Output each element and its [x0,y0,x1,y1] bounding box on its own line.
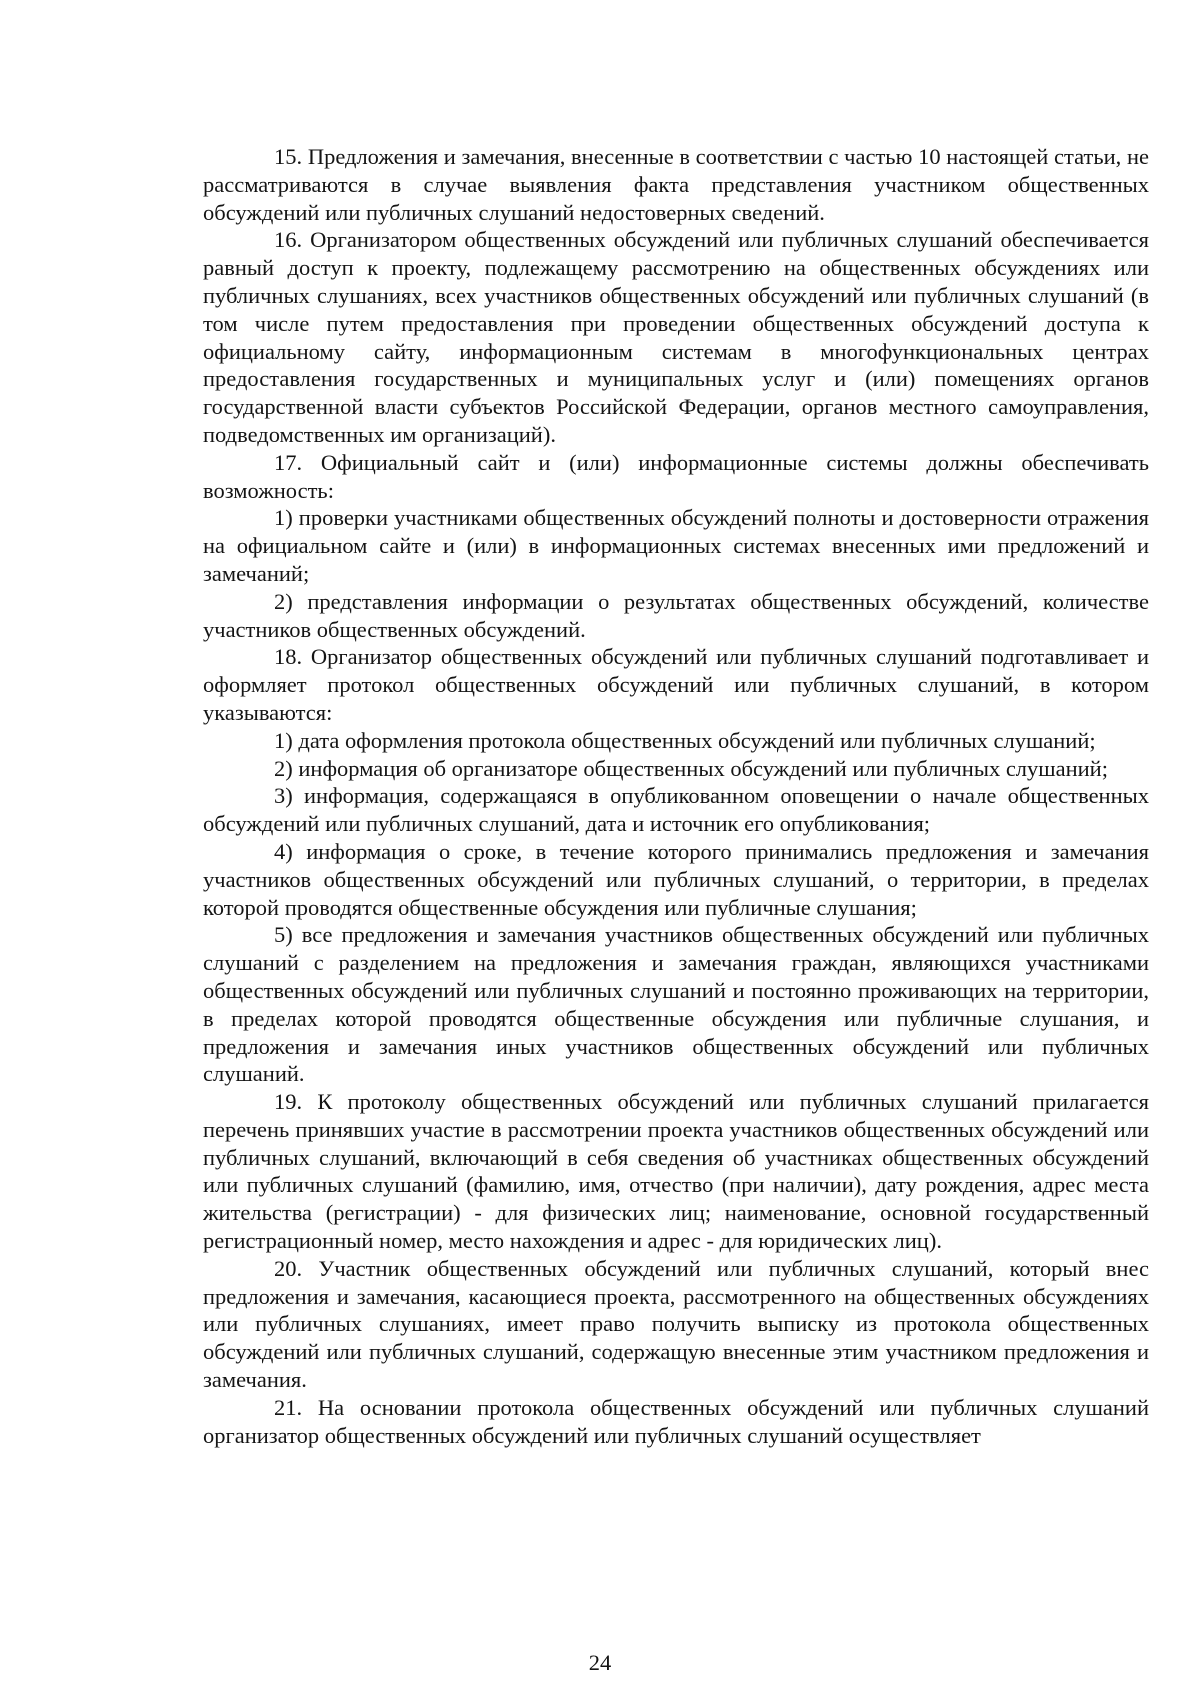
paragraph-18: 18. Организатор общественных обсуждений или публичных слушаний подготавливает и оформляет протокол общественных обсуждений или публичных слушаний, в котором указываются: [203,644,1149,725]
paragraph-18-item-3: 3) информация, содержащаяся в опубликованном оповещении о начале общественных обсуждений или публичных слушаний, дата и источник его опубликования; [203,783,1149,837]
paragraph-15: 15. Предложения и замечания, внесенные в соответствии с частью 10 настоящей статьи, не рассматриваются в случае выявления факта представления участником общественных обсуждений или публичных слушаний недостоверных сведений. [203,144,1149,225]
paragraph-16: 16. Организатором общественных обсуждений или публичных слушаний обеспечивается равный доступ к проекту, подлежащему рассмотрению на общественных обсуждениях или публичных слушаниях, всех участников общественных обсуждений или публичных слушаний (в том числе путем предоставления при проведении общественных обсуждений доступа к официальному сайту, информационным системам в многофункциональных центрах предоставления государственных и муниципальных услуг и (или) помещениях органов государственной власти субъектов Российской Федерации, органов местного самоуправления, подведомственных им организаций). [203,227,1149,447]
paragraph-18-item-2: 2) информация об организаторе общественных обсуждений или публичных слушаний; [274,755,1108,781]
page-number: 24 [588,1650,612,1675]
paragraph-17: 17. Официальный сайт и (или) информационные системы должны обеспечивать возможность: [203,449,1149,503]
paragraph-18-item-4: 4) информация о сроке, в течение которого принимались предложения и замечания участников общественных обсуждений или публичных слушаний, о территории, в пределах которой проводятся общественные обсуждения или публичные слушания; [203,838,1149,920]
paragraph-18-item-1: 1) дата оформления протокола общественных обсуждений или публичных слушаний; [274,727,1096,753]
document-body [203,143,1149,1449]
paragraph-17-item-2: 2) представления информации о результатах общественных обсуждений, количестве участников общественных обсуждений. [203,588,1149,642]
paragraph-18-item-5: 5) все предложения и замечания участников общественных обсуждений или публичных слушаний с разделением на предложения и замечания граждан, являющихся участниками общественных обсуждений или публичных слушаний и постоянно проживающих на территории, в пределах которой проводятся общественные обсуждения или публичные слушания, и предложения и замечания иных участников общественных обсуждений или публичных слушаний. [203,922,1149,1087]
paragraph-17-item-1: 1) проверки участниками общественных обсуждений полноты и достоверности отражения на официальном сайте и (или) в информационных системах внесенных ими предложений и замечаний; [203,505,1149,586]
paragraph-20: 20. Участник общественных обсуждений или публичных слушаний, который внес предложения и замечания, касающиеся проекта, рассмотренного на общественных обсуждениях или публичных слушаниях, имеет право получить выписку из протокола общественных обсуждений или публичных слушаний, содержащую внесенные этим участником предложения и замечания. [203,1255,1149,1393]
paragraph-21: 21. На основании протокола общественных обсуждений или публичных слушаний организатор общественных обсуждений или публичных слушаний осуществляет [203,1394,1149,1448]
paragraph-19: 19. К протоколу общественных обсуждений или публичных слушаний прилагается перечень принявших участие в рассмотрении проекта участников общественных обсуждений или публичных слушаний, включающий в себя сведения об участниках общественных обсуждений или публичных слушаний (фамилию, имя, отчество (при наличии), дату рождения, адрес места жительства (регистрации) - для физических лиц; наименование, основной государственный регистрационный номер, место нахождения и адрес - для юридических лиц). [203,1089,1149,1254]
